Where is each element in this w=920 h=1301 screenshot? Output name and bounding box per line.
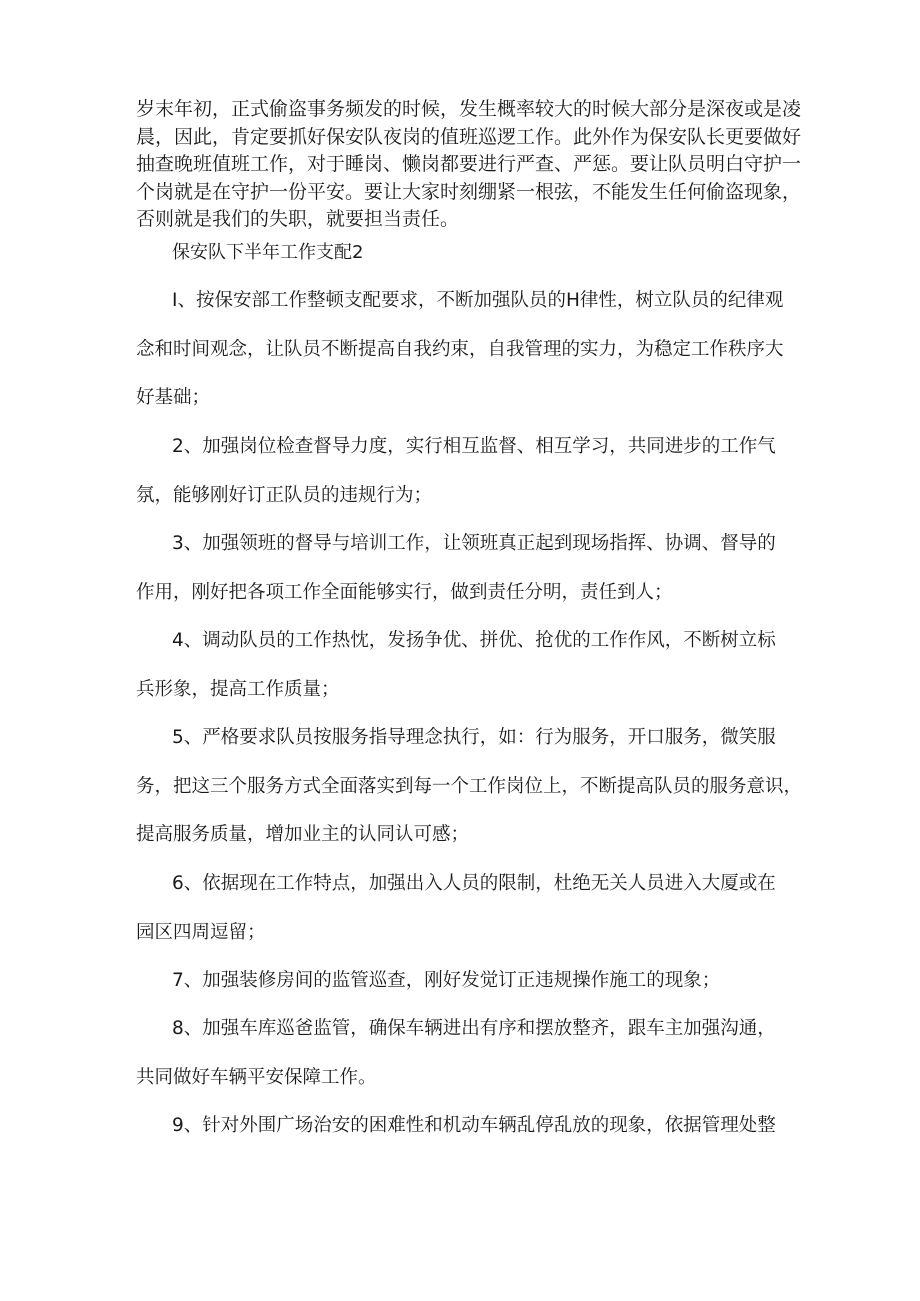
list-item bbox=[136, 277, 816, 423]
text-line: 4、调动队员的工作热忱，发扬争优、拼优、抢优的工作作风，不断树立标 bbox=[172, 630, 776, 651]
intro-paragraph bbox=[136, 96, 816, 234]
text-line: 9、针对外围广场治安的困难性和机动车辆乱停乱放的现象，依据管理处整 bbox=[172, 1115, 776, 1136]
text-line: 个岗就是在守护一份平安。要让大家时刻绷紧一根弦，不能发生任何偷盗现象， bbox=[136, 180, 802, 203]
text-line: 园区四周逗留； bbox=[136, 921, 266, 943]
section-heading: 保安队下半年工作支配2 bbox=[172, 242, 364, 263]
text-line: 晨，因此，肯定要抓好保安队夜岗的值班巡逻工作。此外作为保安队长更要做好 bbox=[136, 125, 802, 148]
list-item bbox=[136, 957, 816, 1006]
list-item bbox=[136, 423, 816, 520]
list-item bbox=[136, 520, 816, 617]
text-line: 共同做好车辆平安保障工作。 bbox=[136, 1066, 377, 1088]
text-line: 5、严格要求队员按服务指导理念执行，如：行为服务，开口服务，微笑服 bbox=[172, 727, 776, 748]
list-item bbox=[136, 714, 816, 860]
text-line: I、按保安部工作整顿支配要求，不断加强队员的H律性，树立队员的纪律观 bbox=[172, 290, 784, 311]
text-line: 好基础； bbox=[136, 387, 211, 408]
text-line: 务，把这三个服务方式全面落实到每一个工作岗位上，不断提高队员的服务意识， bbox=[136, 775, 803, 797]
list-item bbox=[136, 1005, 816, 1102]
text-line: 兵形象，提高工作质量； bbox=[136, 678, 340, 700]
text-line: 7、加强装修房间的监管巡查，刚好发觉订正违规操作施工的现象； bbox=[172, 970, 721, 991]
text-line: 8、加强车库巡爸监管，确保车辆进出有序和摆放整齐，跟车主加强沟通， bbox=[172, 1018, 776, 1039]
text-line: 提高服务质量，增加业主的认同认可感； bbox=[136, 824, 470, 845]
text-line: 作用，刚好把各项工作全面能够实行，做到责任分明，责任到人； bbox=[136, 581, 673, 603]
text-line: 念和时间观念，让队员不断提高自我约束，自我管理的实力，为稳定工作秩序大 bbox=[136, 338, 784, 360]
text-line: 3、加强领班的督导与培训工作，让领班真正起到现场指挥、协调、督导的 bbox=[172, 533, 776, 554]
list-item bbox=[136, 860, 816, 957]
text-line: 抽查晚班值班工作，对于睡岗、懒岗都要进行严查、严惩。要让队员明白守护一 bbox=[136, 153, 802, 175]
text-line: 岁末年初，正式偷盗事务频发的时候，发生概率较大的时候大部分是深夜或是凌 bbox=[136, 98, 802, 120]
text-line: 2、加强岗位检查督导力度，实行相互监督、相互学习，共同进步的工作气 bbox=[172, 436, 776, 457]
list-item bbox=[136, 1102, 816, 1151]
list-item bbox=[136, 617, 816, 714]
text-line: 6、依据现在工作特点，加强出入人员的限制，杜绝无关人员进入大厦或在 bbox=[172, 873, 776, 894]
text-line: 否则就是我们的失职，就要担当责任。 bbox=[136, 208, 460, 230]
text-line: 氛，能够刚好订正队员的违规行为； bbox=[136, 484, 433, 506]
